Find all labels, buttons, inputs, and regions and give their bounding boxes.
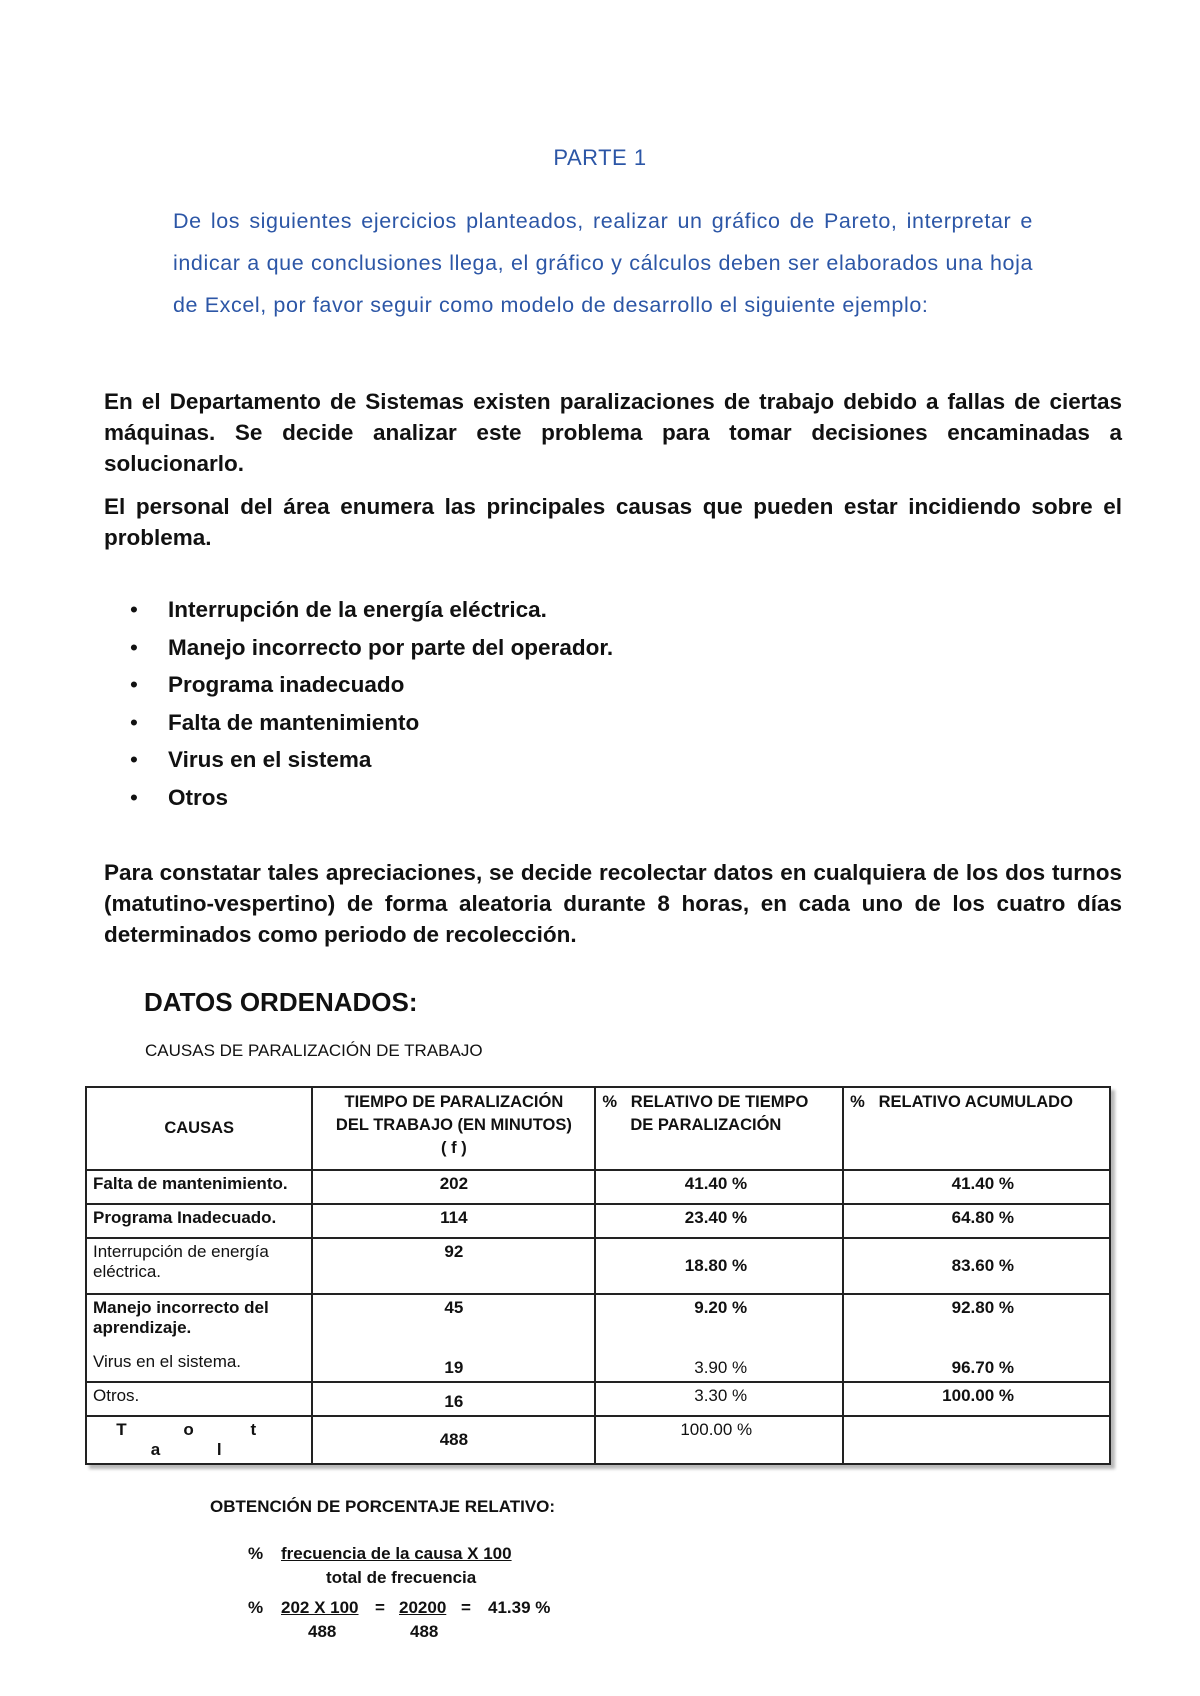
header-line: % RELATIVO DE TIEMPO: [602, 1093, 809, 1111]
cell-total-time: 488: [312, 1416, 595, 1464]
pct-symbol: %: [248, 1544, 264, 1563]
column-header-causas: CAUSAS: [86, 1087, 312, 1170]
equals-sign: =: [461, 1598, 471, 1617]
table-row: [86, 1349, 1110, 1382]
calc-denominator: 488: [410, 1622, 439, 1641]
causes-table: [85, 1086, 1111, 1465]
page-title: PARTE 1: [553, 145, 647, 170]
formula-denominator: total de frecuencia: [326, 1568, 477, 1587]
header-line: DE PARALIZACIÓN: [630, 1116, 782, 1134]
header-line: TIEMPO DE PARALIZACIÓN: [344, 1093, 564, 1111]
equals-sign: =: [375, 1598, 385, 1617]
list-item-label: Virus en el sistema: [168, 747, 372, 772]
cell-cumulative: 41.40 %: [843, 1170, 1110, 1204]
cell-relative: 41.40 %: [595, 1170, 843, 1204]
list-item-label: Interrupción de la energía eléctrica.: [168, 597, 547, 622]
calc-product: 20200: [399, 1598, 447, 1617]
bullet-icon: •: [130, 672, 138, 697]
cell-cause: Virus en el sistema.: [86, 1349, 312, 1382]
list-item-label: Falta de mantenimiento: [168, 709, 420, 735]
cell-relative: 3.90 %: [595, 1349, 843, 1382]
column-header-cumulative: [843, 1087, 1110, 1170]
cell-time: 16: [312, 1382, 595, 1416]
cell-total-relative: 100.00 %: [595, 1416, 843, 1464]
cell-cause: Interrupción de energía eléctrica.: [86, 1238, 312, 1294]
cell-cumulative: 92.80 %: [843, 1294, 1110, 1349]
list-item: [130, 629, 613, 667]
cell-time: 19: [312, 1349, 595, 1382]
cell-total-cumulative: [843, 1416, 1110, 1464]
header-line: ( f ): [441, 1139, 467, 1157]
column-header-relative: [595, 1087, 843, 1170]
cell-cumulative: 64.80 %: [843, 1204, 1110, 1238]
formula-title: OBTENCIÓN DE PORCENTAJE RELATIVO:: [210, 1497, 556, 1516]
causes-intro-paragraph: El personal del área enumera las principales causas que pueden estar incidiendo sobre el problema.: [104, 494, 1122, 550]
cell-cause: Falta de mantenimiento.: [86, 1170, 312, 1204]
cell-time: 45: [312, 1294, 595, 1349]
cell-time: 92: [312, 1238, 595, 1294]
intro-paragraph: De los siguientes ejercicios planteados, realizar un gráfico de Pareto, interpretar e indicar a que conclusiones llega, el gráfico y cálculos deben ser elaborados una hoja de Excel, por favor seguir como modelo de desarrollo el siguiente ejemplo:: [173, 209, 1033, 317]
cell-time: 202: [312, 1170, 595, 1204]
cell-relative: 9.20 %: [595, 1294, 843, 1349]
causes-list: [130, 591, 613, 816]
header-line: DEL TRABAJO (EN MINUTOS): [335, 1116, 572, 1134]
cell-cause: Manejo incorrecto del aprendizaje.: [86, 1294, 312, 1349]
list-item-label: Otros: [168, 784, 229, 810]
cell-cause: Programa Inadecuado.: [86, 1204, 312, 1238]
list-item: [130, 666, 613, 704]
list-item: [130, 591, 613, 629]
calc-result: 41.39 %: [488, 1598, 551, 1617]
list-item-label: Manejo incorrecto por parte del operador.: [168, 634, 614, 660]
cell-relative: 23.40 %: [595, 1204, 843, 1238]
bullet-icon: •: [130, 597, 138, 622]
table-row: [86, 1238, 1110, 1294]
calc-numerator: 202 X 100: [281, 1598, 359, 1617]
table-caption: CAUSAS DE PARALIZACIÓN DE TRABAJO: [145, 1041, 483, 1060]
table-row: [86, 1382, 1110, 1416]
list-item: [130, 779, 613, 817]
cell-total-label: T o t a l: [86, 1416, 312, 1464]
formula-numerator: frecuencia de la causa X 100: [281, 1544, 512, 1563]
bullet-icon: •: [130, 747, 138, 772]
list-item-label: Programa inadecuado: [168, 672, 405, 697]
header-line: % RELATIVO ACUMULADO: [850, 1093, 1073, 1111]
table-row: [86, 1170, 1110, 1204]
bullet-icon: •: [130, 634, 138, 660]
cell-relative: 18.80 %: [595, 1238, 843, 1294]
column-header-time: [312, 1087, 595, 1170]
bullet-icon: •: [130, 784, 138, 810]
table-row: [86, 1294, 1110, 1349]
list-item: [130, 741, 613, 779]
table-header-row: [86, 1087, 1110, 1170]
cell-cumulative: 96.70 %: [843, 1349, 1110, 1382]
cell-cumulative: 83.60 %: [843, 1238, 1110, 1294]
list-item: [130, 704, 613, 742]
table-row: [86, 1204, 1110, 1238]
collection-paragraph: Para constatar tales apreciaciones, se decide recolectar datos en cualquiera de los dos turnos (matutino-vespertino) de forma aleatoria durante 8 horas, en cada uno de los cuatro días determinados como periodo de recolección.: [104, 860, 1122, 947]
pct-symbol: %: [248, 1598, 264, 1617]
cell-cause: Otros.: [86, 1382, 312, 1416]
section-title: DATOS ORDENADOS:: [144, 987, 418, 1017]
bullet-icon: •: [130, 709, 138, 735]
cell-time: 114: [312, 1204, 595, 1238]
calc-denominator: 488: [308, 1622, 337, 1641]
cell-cumulative: 100.00 %: [843, 1382, 1110, 1416]
table-total-row: [86, 1416, 1110, 1464]
problem-paragraph: En el Departamento de Sistemas existen paralizaciones de trabajo debido a fallas de ciertas máquinas. Se decide analizar este problema para tomar decisiones encaminadas a solucionarlo.: [104, 389, 1122, 476]
cell-relative: 3.30 %: [595, 1382, 843, 1416]
